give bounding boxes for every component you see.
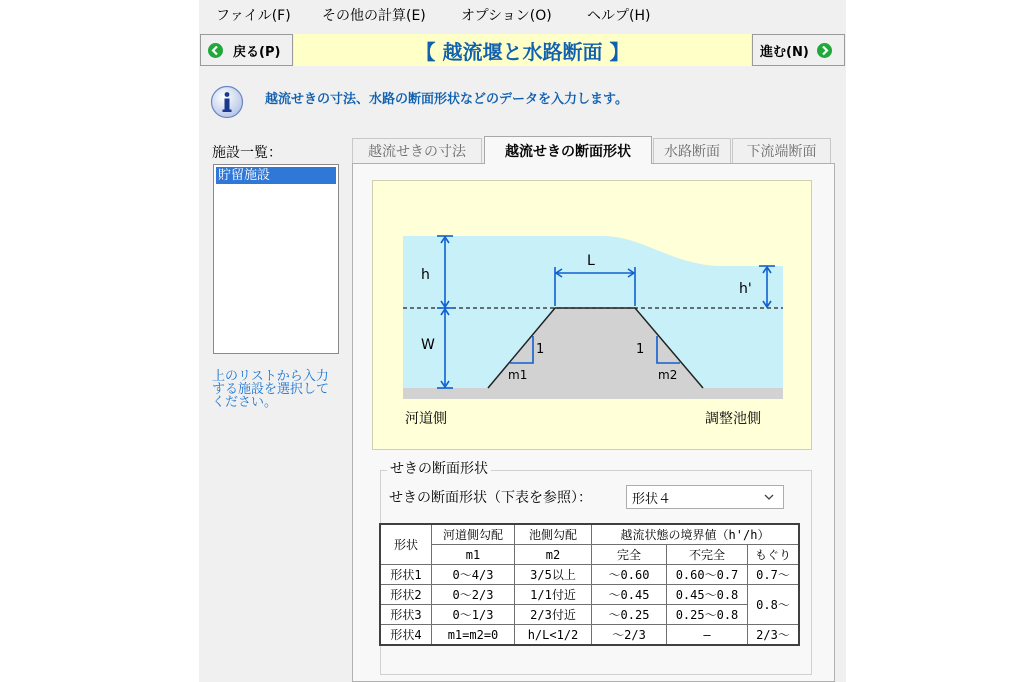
cell-m2: 2/3付近: [515, 605, 592, 625]
app-window: [199, 0, 846, 682]
info-text: 越流せきの寸法、水路の断面形状などのデータを入力します。: [265, 92, 628, 107]
shape-reference-table: [379, 523, 800, 646]
cell-hl: h/L<1/2: [515, 625, 592, 646]
chevron-down-icon: [763, 491, 775, 503]
cell-incomplete: 0.25〜0.8: [667, 605, 748, 625]
arrow-right-circle-icon: [817, 43, 832, 58]
label-h-prime: h': [739, 281, 752, 297]
tab-weir-dimensions[interactable]: 越流せきの寸法: [352, 138, 482, 163]
info-icon: [210, 85, 244, 119]
info-message: [207, 82, 837, 122]
label-h: h: [421, 267, 430, 283]
label-l: L: [587, 253, 595, 269]
label-river-side: 河道側: [405, 411, 447, 427]
tab-channel-section[interactable]: 水路断面: [653, 138, 731, 163]
cell-m2: 3/5以上: [515, 565, 592, 585]
arrow-left-circle-icon: [208, 43, 223, 58]
th-boundary: 越流状態の境界値（h'/h）: [592, 524, 800, 545]
cell-shape: 形状2: [380, 585, 432, 605]
menu-bar: [199, 0, 846, 28]
th-complete: 完全: [592, 545, 667, 565]
table-header-row: [380, 545, 799, 565]
facility-item-storage[interactable]: 貯留施設: [216, 167, 336, 184]
th-submerged: もぐり: [748, 545, 800, 565]
back-button[interactable]: [200, 34, 293, 66]
menu-other-calc[interactable]: その他の計算(E): [322, 8, 426, 24]
cell-shape: 形状4: [380, 625, 432, 646]
menu-help[interactable]: ヘルプ(H): [587, 8, 651, 24]
back-button-label: 戻る(P): [233, 44, 281, 60]
cell-submerged: 0.8〜: [748, 585, 800, 625]
table-header-row: [380, 524, 799, 545]
th-m1: m1: [432, 545, 515, 565]
label-slope-right-1: 1: [636, 342, 645, 357]
cell-shape: 形状1: [380, 565, 432, 585]
facility-hint: 上のリストから入力する施設を選択してください。: [212, 369, 330, 410]
th-shape: 形状: [380, 524, 432, 565]
page-title: 【 越流堰と水路断面 】: [294, 34, 751, 66]
shape-select-label: せきの断面形状（下表を参照）：: [389, 490, 592, 506]
cell-m1m2: m1=m2=0: [432, 625, 515, 646]
label-m2: m2: [658, 368, 678, 382]
table-row: [380, 565, 799, 585]
cell-m1: 0〜1/3: [432, 605, 515, 625]
cell-submerged: 2/3〜: [748, 625, 800, 646]
next-button-label: 進む(N): [760, 44, 809, 60]
cell-incomplete: 0.45〜0.8: [667, 585, 748, 605]
cell-complete: 〜2/3: [592, 625, 667, 646]
weir-cross-section-drawing: [373, 181, 811, 449]
label-slope-left-1: 1: [536, 342, 545, 357]
shape-select[interactable]: [626, 485, 784, 509]
cell-m2: 1/1付近: [515, 585, 592, 605]
shape-group-title: せきの断面形状: [387, 458, 491, 478]
menu-file[interactable]: ファイル(F): [216, 8, 291, 24]
th-river-slope: 河道側勾配: [432, 524, 515, 545]
th-incomplete: 不完全: [667, 545, 748, 565]
nav-bar: [199, 34, 846, 68]
tab-downstream-section[interactable]: 下流端断面: [732, 138, 831, 163]
cell-m1: 0〜2/3: [432, 585, 515, 605]
label-m1: m1: [508, 368, 528, 382]
label-pond-side: 調整池側: [705, 411, 761, 427]
cell-complete: 〜0.60: [592, 565, 667, 585]
table-row: [380, 625, 799, 646]
th-m2: m2: [515, 545, 592, 565]
cell-complete: 〜0.45: [592, 585, 667, 605]
tab-weir-cross-section[interactable]: 越流せきの断面形状: [484, 136, 652, 164]
facility-list[interactable]: [213, 164, 339, 354]
menu-options[interactable]: オプション(O): [461, 8, 552, 24]
cell-shape: 形状3: [380, 605, 432, 625]
cell-submerged: 0.7〜: [748, 565, 800, 585]
cell-incomplete: 0.60〜0.7: [667, 565, 748, 585]
cell-complete: 〜0.25: [592, 605, 667, 625]
cell-incomplete: —: [667, 625, 748, 646]
th-pond-slope: 池側勾配: [515, 524, 592, 545]
next-button[interactable]: [752, 34, 845, 66]
weir-diagram: [372, 180, 812, 450]
cell-m1: 0〜4/3: [432, 565, 515, 585]
table-row: [380, 605, 799, 625]
shape-select-value: 形状４: [632, 491, 672, 507]
facility-list-label: 施設一覧：: [212, 145, 282, 161]
label-w: W: [421, 337, 435, 353]
table-row: [380, 585, 799, 605]
